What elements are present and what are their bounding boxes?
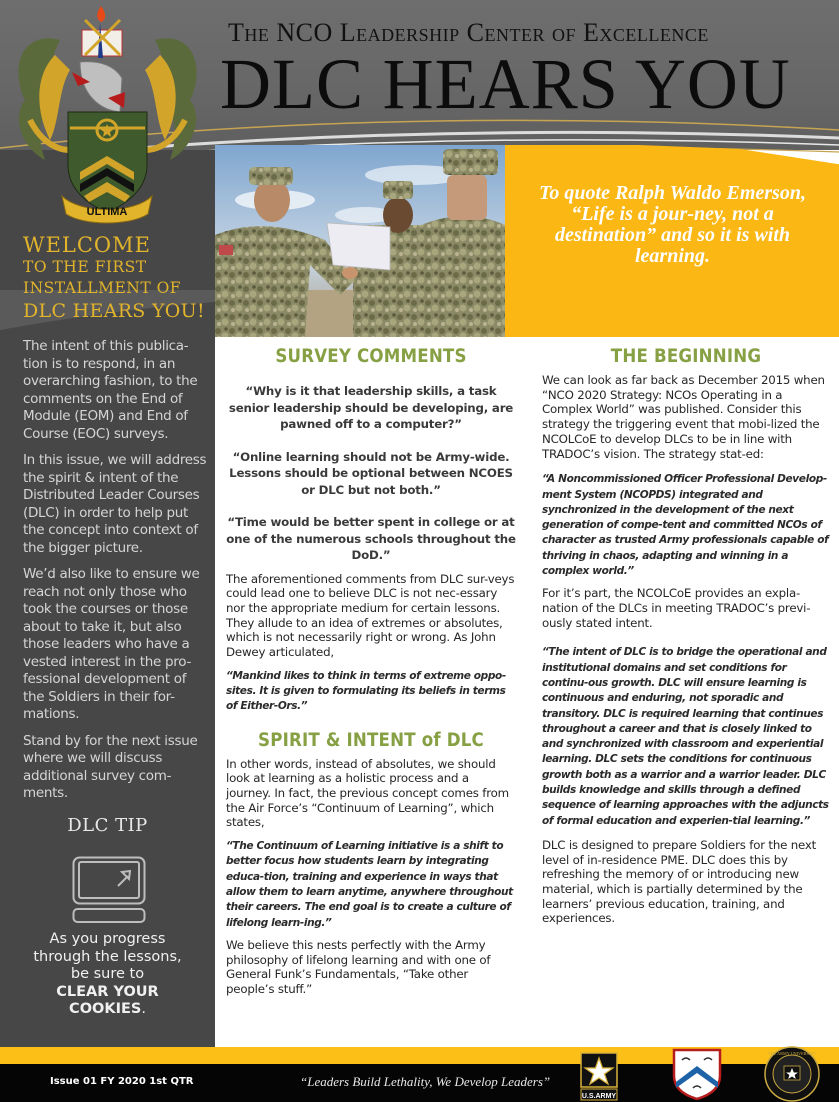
footer-motto: “Leaders Build Lethality, We Develop Leaders” [300, 1074, 551, 1089]
beginning-body-2: For it’s part, the NCOLCoE provides an expla-nation of the DLCs in meeting TRADOC’s previ-ously stated intent. [542, 586, 811, 630]
beginning-heading: THE BEGINNING [610, 346, 762, 367]
tip-emphasis: CLEAR YOUR [56, 983, 159, 1000]
ncopds-quote: “A Noncommissioned Officer Professional Develop-ment System (NCOPDS) integrated and synchronized in the development of the next generation of compe-tent and committed NCOs of character as trusted Army professionals capable of thriving in chaos, adapting and winning in a complex world.” [542, 472, 829, 577]
survey-comments-heading: SURVEY COMMENTS [275, 346, 467, 367]
survey-comment: “Online learning should not be Army-wide. Lessons should be optional between NCOES or DLC but not both.” [229, 449, 513, 497]
us-army-star-logo [580, 1047, 618, 1102]
laurel-right [145, 38, 197, 160]
dewey-quote: “Mankind likes to think in terms of extreme oppo-sites. It is given to formulating its beliefs in terms of Either-Ors.” [226, 668, 506, 713]
welcome-line-3: INSTALLMENT OF [23, 279, 182, 297]
computer-cursor-icon [72, 856, 146, 924]
soldiers-photo [215, 145, 505, 337]
tip-line: As you progress [49, 931, 166, 947]
survey-comment: “Time would be better spent in college or at one of the numerous schools throughout the DoD.” [226, 515, 516, 562]
spirit-body-1: In other words, instead of absolutes, we should look at learning as a holistic process and a journey. In fact, the previous concept comes from the Air Force’s “Continuum of Learning”, which states, [226, 756, 509, 830]
shield-icon [68, 112, 147, 212]
ncolcoe-crest-logo [0, 0, 215, 225]
sidebar-intro [23, 338, 208, 812]
spirit-body-2: We believe this nests perfectly with the Army philosophy of lifelong learning and with one of General Funk’s Fundamentals, “Take other people’s stuff.” [226, 937, 491, 997]
sidebar-paragraph: The intent of this publica-tion is to respond, in an overarching fashion, to the comments on the End of Module (EOM) and End of Course (EOC) surveys. [23, 338, 198, 442]
issue-label: Issue 01 FY 2020 1st QTR [50, 1076, 194, 1087]
command-staff-shield-logo [672, 1048, 722, 1100]
publisher-name: The NCO Leadership Center of Excellence [228, 18, 709, 47]
tip-line: be sure to [70, 966, 145, 982]
continuum-quote: “The Continuum of Learning initiative is a shift to better focus how students learn by integrating educa-tion, training and experience in ways that allow them to learn anytime, anywhere throughout their careers. The end goal is to create a culture of lifelong learn-ing.” [226, 839, 513, 929]
crest-motto: ULTIMA [86, 206, 128, 218]
army-logo-text: U.S.ARMY [581, 1093, 617, 1100]
survey-body: The aforementioned comments from DLC sur-veys could lead one to believe DLC is not nec-essary nor the appropriate medium for certain lessons. They allude to an idea of extremes or absolutes, which is not necessarily right or wrong. As John Dewey articulated, [226, 571, 515, 660]
spirit-intent-heading: SPIRIT & INTENT of DLC [258, 729, 484, 751]
tip-end: . [141, 1001, 146, 1017]
welcome-line-2: TO THE FIRST [23, 258, 147, 276]
sidebar-paragraph: Stand by for the next issue where we will discuss additional survey com-ments. [23, 732, 198, 801]
welcome-heading [23, 233, 213, 323]
welcome-line-1: WELCOME [23, 233, 151, 257]
dlc-intent-quote: “The intent of DLC is to bridge the operational and institutional domains and set conditions for continu-ous growth. DLC will ensure learning is continuous and enduring, not sporadic and transitory. DLC is required learning that continues throughout a career and that is closely linked to and synchronized with classroom and experiential learning. DLC sets the conditions for continuous growth both as a warrior and a warrior leader. DLC builds knowledge and skills through a defined sequence of learning approaches with the adjuncts of formal education and experien-tial learning.” [542, 645, 829, 827]
army-university-seal-logo [764, 1046, 820, 1102]
torch-icon [82, 6, 122, 58]
dlc-tip-title: DLC TIP [67, 815, 148, 836]
newsletter-title: DLC HEARS YOU [220, 44, 791, 124]
welcome-line-4: DLC HEARS YOU! [23, 300, 205, 322]
university-logo-text: THE ARMY UNIVERSITY [768, 1051, 816, 1056]
sidebar-paragraph: We’d also like to ensure we reach not only those who took the courses or those about to take it, but also those leaders who have a vested interest in the pro-fessional development of the Soldiers in their for-mations. [23, 566, 200, 722]
beginning-body-3: DLC is designed to prepare Soldiers for the next level of in-residence PME. DLC does this by refreshing the memory of or introducing new material, which is partially determined by the learners’ previous education, training, and experiences. [542, 837, 817, 926]
dlc-tip-text [0, 931, 215, 1019]
tip-line: through the lessons, [33, 948, 182, 965]
sidebar-paragraph: In this issue, we will address the spirit & intent of the Distributed Leader Courses (DLC) in order to help put the concept into context of the bigger picture. [23, 452, 207, 556]
left-column [226, 346, 516, 997]
laurel-left [18, 38, 70, 160]
tip-emphasis: COOKIES [69, 1001, 142, 1017]
survey-comment: “Why is it that leadership skills, a task senior leadership should be developing, are pawned off to a computer?” [228, 384, 514, 431]
helmet-icon [72, 62, 125, 112]
beginning-body-1: We can look as far back as December 2015 when “NCO 2020 Strategy: NCOs Operating in a Complex World” was published. Consider this strategy the triggering event that mobi-lized the NCOLCoE to develop DLCs to be in line with TRADOC’s vision. The strategy stat-ed: [542, 373, 825, 461]
featured-quote: To quote Ralph Waldo Emerson, “Life is a jour-ney, not a destination” and so it is with learning. [539, 182, 806, 267]
right-column [542, 346, 830, 926]
